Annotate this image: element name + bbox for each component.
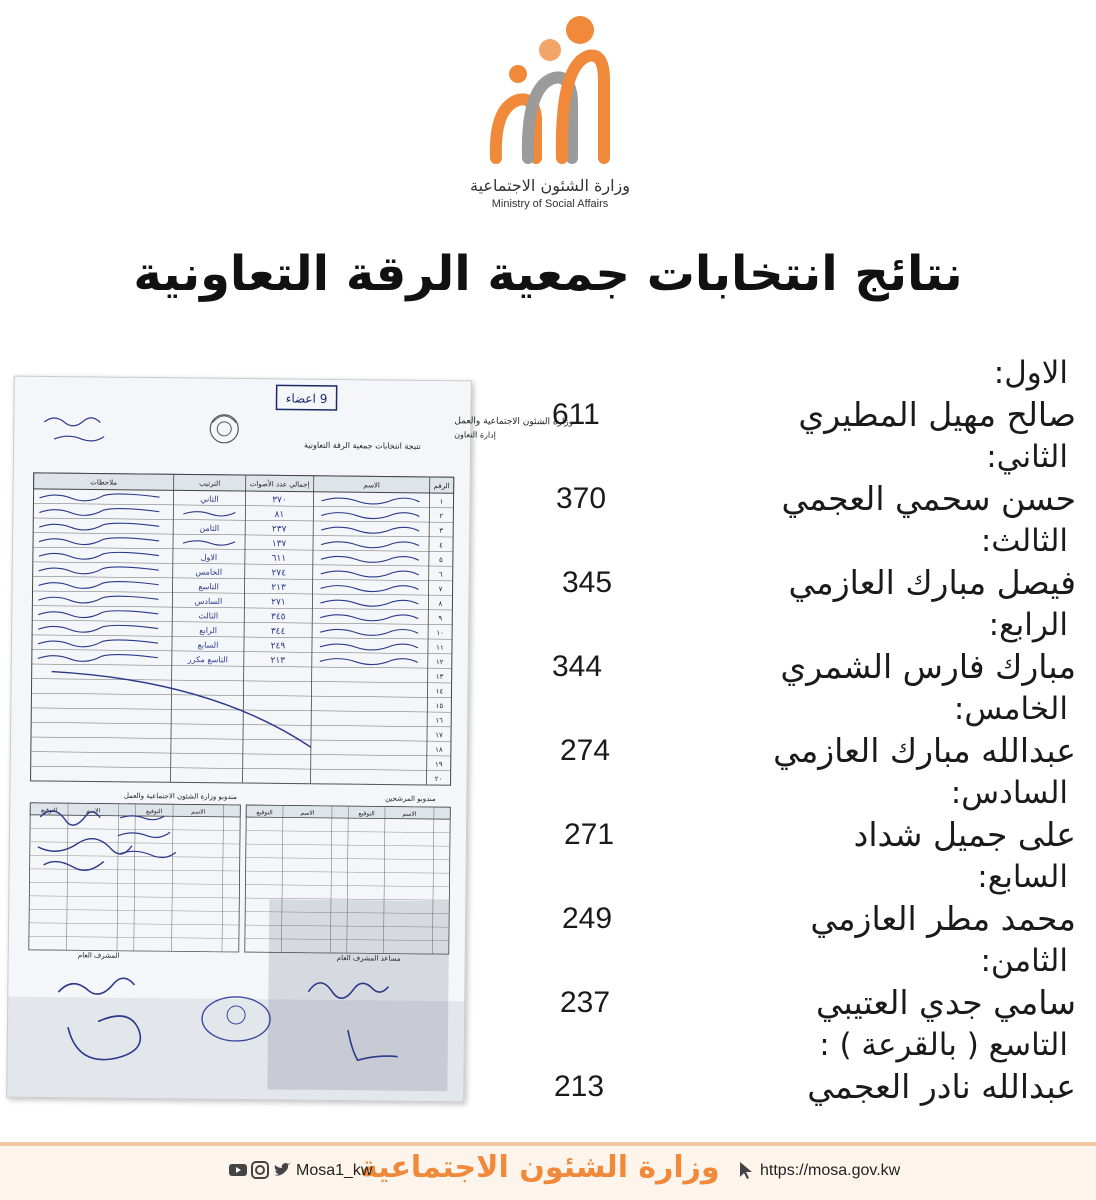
vote-count: 249	[562, 902, 613, 935]
result-1	[540, 352, 1090, 436]
winner-name: عبدالله نادر العجمي	[807, 1067, 1076, 1106]
rank-label: السادس:	[950, 775, 1068, 811]
result-9	[540, 1024, 1090, 1108]
table-header: إجمالي عدد الأصوات	[249, 480, 310, 489]
results-list	[540, 352, 1090, 1108]
website-link[interactable]: https://mosa.gov.kw	[760, 1162, 901, 1179]
row-number: ٦	[438, 570, 443, 579]
row-number: ٢	[439, 512, 444, 521]
handwritten-order: التاسع	[198, 582, 219, 592]
row-number: ١٤	[435, 687, 444, 696]
reps-column-header: التوقيع	[256, 809, 273, 817]
handwritten-name	[320, 599, 418, 606]
rank-label: الاول:	[993, 355, 1068, 391]
handwritten-name	[320, 643, 418, 650]
reps-column-header: التوقيع	[358, 810, 375, 818]
rank-label: السابع:	[977, 859, 1068, 895]
winner-name: حسن سحمي العجمي	[781, 479, 1076, 518]
handwritten-order: السادس	[194, 596, 223, 607]
row-number: ٢٠	[434, 774, 443, 784]
winner-name: سامي جدي العتيبي	[816, 983, 1076, 1022]
members-badge: 9 اعضاء	[285, 391, 328, 406]
sheet-subtitle: نتيجة انتخابات جمعية الرقة التعاونية	[304, 440, 421, 451]
winner-name: على جميل شداد	[853, 815, 1076, 854]
handwritten-name	[321, 497, 419, 504]
row-number: ١٠	[436, 628, 444, 638]
handwritten-note	[38, 639, 158, 647]
vote-count: 345	[562, 566, 613, 599]
handwritten-name	[321, 570, 419, 577]
reps-column-header: الاسم	[402, 810, 417, 818]
winner-name: محمد مطر العازمي	[810, 899, 1076, 938]
handwritten-votes: ١٣٧	[271, 539, 287, 550]
handwritten-votes: ٢٧٤	[271, 568, 287, 579]
scanned-results-sheet	[6, 376, 574, 1103]
handwritten-name	[320, 658, 418, 665]
row-number: ١	[439, 497, 444, 506]
ministry-logo	[488, 8, 608, 168]
sheet-department: إدارة التعاون	[454, 430, 496, 440]
handwritten-order: الثاني	[200, 494, 219, 504]
handwritten-order: الثالث	[198, 611, 219, 621]
row-number: ٩	[438, 614, 443, 623]
reps-column-header: الاسم	[300, 809, 315, 817]
row-number: ٨	[438, 599, 443, 608]
handwritten-votes: ٢١٣	[271, 582, 286, 594]
handwritten-note	[39, 493, 159, 501]
vote-count: 274	[560, 734, 611, 767]
handwritten-votes: ٣٤٥	[270, 612, 286, 623]
handwritten-order: الخامس	[195, 567, 223, 577]
handwritten-note	[38, 625, 158, 633]
result-2	[540, 436, 1090, 520]
handwritten-votes: ٦١١	[271, 553, 287, 564]
table-header: ملاحظات	[90, 478, 118, 487]
reps-column-header: الاسم	[86, 807, 101, 815]
page-title: نتائج انتخابات جمعية الرقة التعاونية	[133, 246, 963, 302]
youtube-icon[interactable]	[228, 1160, 248, 1180]
rank-label: الثامن:	[980, 943, 1068, 979]
result-7	[540, 856, 1090, 940]
handwritten-votes: ٢٣٧	[271, 524, 287, 535]
reps-column-header: التوقيع	[145, 808, 163, 816]
row-number: ١٢	[436, 658, 444, 667]
handwritten-order: الثامن	[199, 523, 220, 533]
rank-label: الثالث:	[980, 523, 1068, 559]
row-number: ٤	[439, 541, 443, 550]
row-number: ١٨	[435, 745, 443, 754]
result-4	[540, 604, 1090, 688]
twitter-icon[interactable]	[272, 1160, 292, 1180]
kuwait-emblem-icon	[210, 415, 238, 443]
rank-label: الرابع:	[988, 607, 1068, 643]
table-header: الترتيب	[199, 479, 221, 488]
supervisor-signature	[58, 978, 134, 995]
winner-name: صالح مهيل المطيري	[798, 395, 1076, 434]
vote-count: 237	[560, 986, 611, 1019]
footer-wave	[0, 1142, 1096, 1150]
handwritten-name	[321, 585, 419, 592]
handwritten-note	[39, 537, 159, 545]
table-header: الرقم	[433, 482, 450, 491]
result-3	[540, 520, 1090, 604]
handwritten-note	[38, 610, 158, 618]
handwritten-order: السابع	[197, 640, 219, 650]
supervisor-label: المشرف العام	[77, 951, 120, 960]
handwritten-note	[39, 508, 159, 516]
handwritten-name	[321, 541, 419, 548]
row-number: ٧	[438, 585, 443, 594]
handwritten-votes: ٢٤٩	[270, 641, 286, 652]
table-header: الاسم	[363, 481, 380, 490]
logo-arabic-name: وزارة الشئون الاجتماعية	[470, 176, 630, 195]
winner-name: فيصل مبارك العازمي	[788, 563, 1076, 602]
reps-column-header: التوقيع	[40, 806, 58, 815]
handwritten-note	[39, 566, 159, 574]
footer-brand: وزارة الشئون الاجتماعية	[360, 1150, 720, 1185]
handwritten-name	[320, 629, 418, 636]
handwritten-order: الاول	[200, 552, 218, 563]
winner-name: عبدالله مبارك العازمي	[773, 731, 1076, 770]
row-number: ٥	[438, 555, 443, 565]
sheet-ministry: وزارة الشئون الاجتماعية والعمل	[454, 416, 574, 428]
row-number: ١٣	[435, 672, 444, 681]
handwritten-note	[39, 552, 159, 560]
result-5	[540, 688, 1090, 772]
row-number: ١٩	[434, 760, 443, 769]
vote-count: 271	[564, 818, 615, 851]
handwritten-name	[321, 556, 419, 563]
reps-candidates-heading: مندوبو المرشحين	[385, 794, 436, 804]
reps-ministry-heading: مندوبو وزارة الشئون الاجتماعية والعمل	[123, 791, 237, 801]
vote-count: 344	[552, 650, 603, 683]
rank-label: الخامس:	[953, 691, 1068, 727]
vote-count: 611	[552, 398, 600, 431]
cursor-icon	[736, 1160, 756, 1180]
row-number: ١١	[436, 643, 444, 652]
row-number: ١٦	[435, 716, 444, 725]
handwritten-name	[321, 526, 419, 533]
result-8	[540, 940, 1090, 1024]
handwritten-votes: ٢١٣	[270, 655, 286, 667]
row-number: ٣	[439, 526, 444, 535]
handwritten-note	[38, 595, 158, 603]
reps-column-header: الاسم	[191, 808, 206, 816]
results-table	[31, 473, 454, 785]
logo-english-name: Ministry of Social Affairs	[491, 198, 609, 210]
vote-count: 370	[556, 482, 607, 515]
row-number: ١٥	[435, 701, 444, 711]
handwritten-votes: ٣٧٠	[272, 495, 287, 506]
result-6	[540, 772, 1090, 856]
handwritten-name	[321, 512, 419, 519]
handwritten-note	[39, 581, 159, 589]
twitter-handle[interactable]: Mosa1_kw	[296, 1162, 373, 1179]
handwritten-order: التاسع مكرر	[187, 655, 228, 665]
winner-name: مبارك فارس الشمري	[780, 647, 1076, 686]
instagram-icon[interactable]	[250, 1160, 270, 1180]
handwritten-order: الرابع	[199, 625, 218, 636]
handwritten-votes: ٢٧١	[271, 597, 286, 608]
rank-label: الثاني:	[986, 439, 1068, 475]
handwritten-votes: ٨١	[274, 509, 285, 521]
rank-label: التاسع ( بالقرعة ) :	[819, 1027, 1068, 1063]
handwritten-votes: ٣٤٤	[270, 626, 286, 637]
handwritten-note	[38, 654, 158, 662]
handwritten-note	[39, 522, 159, 530]
handwritten-name	[320, 614, 418, 621]
row-number: ١٧	[435, 731, 443, 740]
assistant-supervisor-label: مساعد المشرف العام	[336, 954, 401, 963]
vote-count: 213	[554, 1070, 605, 1103]
